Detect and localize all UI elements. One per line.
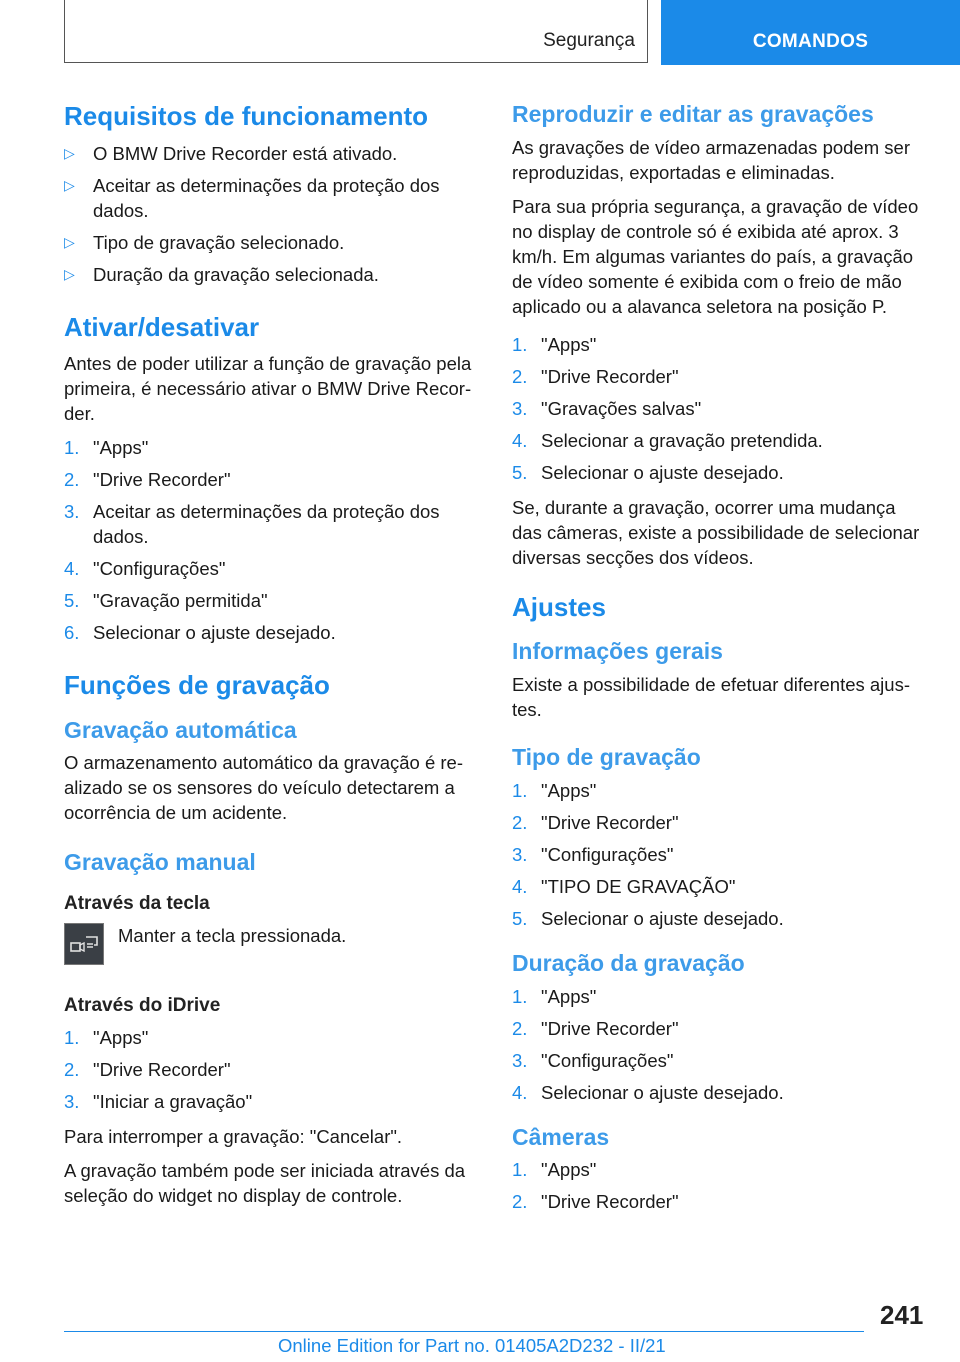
repro-text-2: Para sua própria segurança, a gravação de vídeo no display de controle só é exibida até aprox. 3 km/h. Em algumas variantes do país, a gravação de vídeo somente é exibida com o freio de mão aplicado ou a alavanca seletora na posição P. <box>512 195 919 317</box>
list-item: 6. Selecionar o ajuste desejado. <box>64 622 336 643</box>
ativar-steps <box>64 435 484 645</box>
repro-text-1: As gravações de vídeo armazenadas podem ser reproduzidas, exportadas e eliminadas. <box>512 136 910 183</box>
list-item: 4. "TIPO DE GRAVAÇÃO" <box>512 875 736 897</box>
list-item: 2. "Drive Recorder" <box>64 469 231 490</box>
triangle-bullet-icon: ▷ <box>64 176 75 193</box>
heading-ajustes: Ajustes <box>512 591 606 622</box>
key-instruction <box>64 923 484 965</box>
heading-reproduzir: Reproduzir e editar as gravações <box>512 101 874 127</box>
list-item: 1. "Apps" <box>512 985 597 1007</box>
list-item: ▷ O BMW Drive Recorder está ativado. <box>64 142 398 164</box>
list-item: 1. "Apps" <box>512 1159 597 1181</box>
section-title: Segurança <box>543 30 635 51</box>
record-key-icon <box>64 923 104 965</box>
heading-ativar: Ativar/desativar <box>64 311 260 342</box>
list-item: 3. "Configurações" <box>512 843 674 865</box>
footer-divider <box>64 1331 864 1332</box>
heading-atraves-tecla: Através da tecla <box>64 893 210 914</box>
repro-steps <box>512 332 930 485</box>
list-item: ▷ Tipo de gravação selecionado. <box>64 231 345 253</box>
heading-funcoes: Funções de gravação <box>64 670 330 700</box>
key-text: Manter a tecla pressionada. <box>118 925 347 946</box>
list-item: ▷ Aceitar as determinações da proteção dos dados. <box>64 174 440 221</box>
list-item: ▷ Duração da gravação selecionada. <box>64 263 379 285</box>
heading-cameras: Câmeras <box>512 1123 610 1150</box>
list-item: 3. "Gravações salvas" <box>512 397 702 419</box>
list-item: 2. "Drive Recorder" <box>512 1191 679 1213</box>
list-item: 1. "Apps" <box>64 437 149 458</box>
info-text: Existe a possibilidade de efetuar diferentes ajustes. <box>512 674 910 720</box>
list-item: 2. "Drive Recorder" <box>512 1017 679 1039</box>
widget-text: A gravação também pode ser iniciada através da seleção do widget no display de controle. <box>64 1160 466 1206</box>
auto-text: O armazenamento automático da gravação é realizado se os sensores do veículo detectarem a ocorrência de um acidente. <box>64 752 463 824</box>
ativar-text: Antes de poder utilizar a função de gravação pela primeira, é necessário ativar o BMW Drive Recorder. <box>64 353 472 424</box>
left-column <box>64 100 484 1217</box>
list-item: 5. Selecionar o ajuste desejado. <box>512 907 784 929</box>
heading-duracao-gravacao: Duração da gravação <box>512 949 745 976</box>
list-item: 5. "Gravação permitida" <box>64 590 268 611</box>
chapter-tab[interactable]: COMANDOS <box>661 0 960 65</box>
edition-text: Online Edition for Part no. 01405A2D232 - II/21 <box>278 1335 666 1356</box>
cameras-steps <box>512 1157 930 1214</box>
list-item: 3. Aceitar as determinações da proteção dos dados. <box>64 501 440 547</box>
list-item: 1. "Apps" <box>64 1027 149 1048</box>
heading-tipo-gravacao: Tipo de gravação <box>512 744 701 770</box>
heading-gravacao-automatica: Gravação automática <box>64 716 297 743</box>
requirements-list <box>64 141 484 287</box>
triangle-bullet-icon: ▷ <box>64 233 75 250</box>
page-number: 241 <box>880 1300 924 1330</box>
triangle-bullet-icon: ▷ <box>64 144 75 161</box>
right-column <box>512 100 930 1224</box>
list-item: 2. "Drive Recorder" <box>64 1059 231 1080</box>
list-item: 3. "Configurações" <box>512 1049 674 1071</box>
heading-requisitos: Requisitos de funcionamento <box>64 101 429 131</box>
duracao-steps <box>512 984 930 1105</box>
list-item: 2. "Drive Recorder" <box>512 811 679 833</box>
list-item: 2. "Drive Recorder" <box>512 365 679 387</box>
triangle-bullet-icon: ▷ <box>64 265 75 282</box>
list-item: 4. Selecionar a gravação pretendida. <box>512 429 823 451</box>
heading-informacoes-gerais: Informações gerais <box>512 638 723 665</box>
list-item: 4. Selecionar o ajuste desejado. <box>512 1081 784 1103</box>
list-item: 5. Selecionar o ajuste desejado. <box>512 461 784 483</box>
interromper-text: Para interromper a gravação: "Cancelar". <box>64 1126 403 1147</box>
repro-text-3: Se, durante a gravação, ocorrer uma mudança das câmeras, existe a possibilidade de selecionar diversas secções dos vídeos. <box>512 496 920 568</box>
list-item: 4. "Configurações" <box>64 558 226 579</box>
list-item: 3. "Iniciar a gravação" <box>64 1091 253 1112</box>
idrive-steps <box>64 1025 484 1114</box>
heading-gravacao-manual: Gravação manual <box>64 849 256 876</box>
heading-atraves-idrive: Através do iDrive <box>64 995 221 1016</box>
list-item: 1. "Apps" <box>512 779 597 801</box>
list-item: 1. "Apps" <box>512 333 597 355</box>
tipo-steps <box>512 778 930 931</box>
